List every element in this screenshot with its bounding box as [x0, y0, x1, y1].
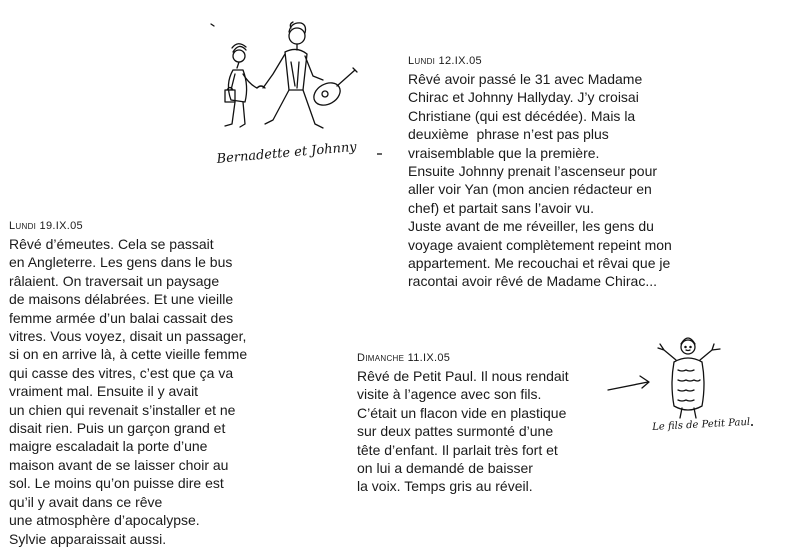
dot-mark-icon [748, 420, 756, 428]
entry-line: maison avant de se laisser choir au [9, 456, 229, 473]
entry-line: on lui a demandé de baisser [357, 460, 533, 477]
couple-walking-sketch [205, 12, 380, 152]
entry-line: sur deux pattes surmonté d’une [357, 423, 554, 440]
entry-line: Chirac et Johnny Hallyday. J’y croisai [408, 89, 639, 106]
entry-line: qui casse des vitres, c’est que ça va [9, 364, 234, 381]
entry-line: aller voir Yan (mon ancien rédacteur en [408, 181, 652, 198]
entry-line: maigre escaladait la porte d’une [9, 438, 208, 455]
entry-line: vitres. Vous voyez, disait un passager, [9, 328, 247, 345]
entry-line: chef) et partait sans l’avoir vu. [408, 199, 594, 216]
entry-line: de maisons délabrées. Et une vieille [9, 291, 234, 308]
entry-line: visite à l’agence avec son fils. [357, 386, 542, 403]
entry-line: la voix. Temps gris au réveil. [357, 478, 533, 495]
journal-entry-11-ix [357, 352, 569, 496]
journal-entry-19-ix [9, 220, 247, 548]
entry-line: qu’il y avait dans ce rêve [9, 493, 163, 510]
entry-line: vraisemblable que la première. [408, 144, 600, 161]
entry-line: C’était un flacon vide en plastique [357, 404, 567, 421]
entry-line: Juste avant de me réveiller, les gens du [408, 218, 654, 235]
entry-line: Rêvé d’émeutes. Cela se passait [9, 236, 214, 252]
bottle-child-sketch [600, 330, 735, 430]
journal-entry-12-ix [408, 55, 672, 291]
entry-line: une atmosphère d’apocalypse. [9, 512, 200, 529]
entry-line: appartement. Me recouchai et rêvai que je [408, 255, 671, 272]
entry-line: râlaient. On traversait un paysage [9, 272, 220, 289]
entry-line: racontai avoir rêvé de Madame Chirac... [408, 273, 657, 290]
entry-line: disait rien. Puis un garçon grand et [9, 420, 226, 437]
entry-line: Ensuite Johnny prenait l’ascenseur pour [408, 163, 658, 180]
entry-line: vraiment mal. Ensuite il y avait [9, 383, 199, 400]
entry-date: Dimanche 11.IX.05 [357, 352, 451, 364]
entry-date: Lundi 12.IX.05 [408, 55, 482, 67]
entry-line: Rêvé de Petit Paul. Il nous rendait [357, 368, 569, 384]
entry-line: tête d’enfant. Il parlait très fort et [357, 441, 558, 458]
entry-line: femme armée d’un balai cassait des [9, 309, 234, 326]
entry-line: si on en arrive là, à cette vieille femme [9, 346, 248, 363]
entry-date: Lundi 19.IX.05 [9, 220, 83, 232]
entry-line: deuxième phrase n’est pas plus [408, 126, 609, 143]
entry-line: un chien qui revenait s’installer et ne [9, 401, 236, 418]
entry-line: Sylvie apparaissait aussi. [9, 530, 167, 547]
entry-line: en Angleterre. Les gens dans le bus [9, 254, 233, 271]
entry-line: Christiane (qui est décédée). Mais la [408, 107, 636, 124]
entry-line: Rêvé avoir passé le 31 avec Madame [408, 71, 643, 87]
sketch-caption-couple: Bernadette et Johnny [216, 139, 358, 167]
entry-line: sol. Le moins qu’on puisse dire est [9, 475, 224, 492]
entry-line: voyage avaient complètement repeint mon [408, 236, 672, 253]
sketch-caption-child: Le fils de Petit Paul [652, 416, 751, 433]
dash-mark-icon [374, 150, 386, 158]
